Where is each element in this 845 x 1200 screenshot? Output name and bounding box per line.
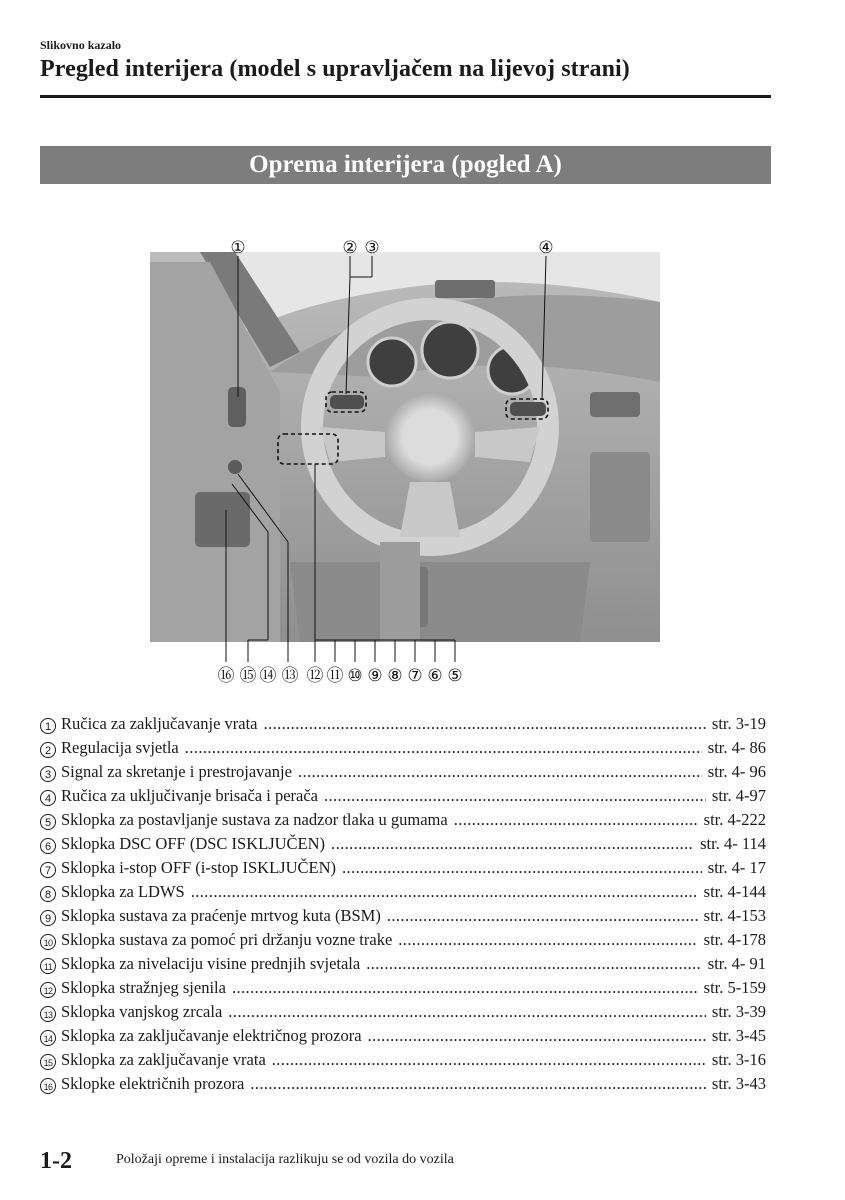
callout-6: ⑥: [427, 666, 443, 685]
list-item: [40, 930, 766, 954]
section-label: Slikovno kazalo: [40, 38, 122, 52]
item-number: 13: [40, 1006, 56, 1022]
footwell: [290, 562, 590, 642]
banner-title: Oprema interijera (pogled A): [249, 151, 562, 178]
mirror-switch: [228, 460, 242, 474]
item-number: 12: [40, 982, 56, 998]
list-item: [40, 714, 766, 738]
list-item: [40, 1002, 766, 1026]
section-banner: [40, 146, 771, 184]
page-reference: str. 4-178: [703, 930, 766, 949]
item-number: 16: [40, 1078, 56, 1094]
list-item: [40, 954, 766, 978]
door-handle: [228, 387, 246, 427]
item-label: Ručica za zaključavanje vrata: [61, 714, 258, 733]
page-reference: str. 4- 96: [707, 762, 766, 781]
leader-dots: [228, 1002, 706, 1022]
page-reference: str. 4-222: [703, 810, 766, 829]
leader-dots: [324, 786, 706, 806]
item-label: Sklopka sustava za praćenje mrtvog kuta (BSM): [61, 906, 381, 925]
item-number: 2: [40, 742, 56, 758]
turn-signal-stalk: [330, 395, 364, 409]
gauge-left: [368, 338, 416, 386]
item-label: Sklopka za nivelaciju visine prednjih svjetala: [61, 954, 361, 973]
wiper-stalk: [510, 402, 546, 416]
item-label: Signal za skretanje i prestrojavanje: [61, 762, 292, 781]
callout-12: ⑫: [306, 666, 324, 685]
page-reference: str. 4- 86: [707, 738, 766, 757]
item-label: Sklopka za postavljanje sustava za nadzor tlaka u gumama: [61, 810, 448, 829]
leader-dots: [264, 714, 706, 734]
leader-dots: [398, 930, 697, 950]
air-vent: [590, 392, 640, 417]
page-reference: str. 4- 114: [700, 834, 766, 853]
item-label: Ručica za uključivanje brisača i perača: [61, 786, 318, 805]
page-reference: str. 3-16: [711, 1050, 766, 1069]
list-item: [40, 834, 766, 858]
item-number: 14: [40, 1030, 56, 1046]
item-number: 4: [40, 790, 56, 806]
display-hood: [435, 280, 495, 298]
callout-2: ②: [342, 238, 358, 257]
leader-dots: [232, 978, 698, 998]
leader-dots: [272, 1050, 706, 1070]
list-item: [40, 1050, 766, 1074]
leader-dots: [250, 1074, 706, 1094]
item-number: 3: [40, 766, 56, 782]
list-item: [40, 762, 766, 786]
leader-dots: [366, 954, 702, 974]
list-item: [40, 906, 766, 930]
page-reference: str. 3-43: [711, 1074, 766, 1093]
item-label: Sklopka vanjskog zrcala: [61, 1002, 223, 1021]
list-item: [40, 786, 766, 810]
callout-15: ⑮: [239, 666, 257, 685]
list-item: [40, 1074, 766, 1098]
callout-14: ⑭: [259, 666, 277, 685]
callout-10: ⑩: [347, 666, 363, 685]
page-reference: str. 4-144: [703, 882, 766, 901]
callout-9: ⑨: [367, 666, 383, 685]
item-label: Sklopka za zaključavanje vrata: [61, 1050, 266, 1069]
item-number: 11: [40, 958, 56, 974]
leader-dots: [342, 858, 702, 878]
leader-dots: [454, 810, 698, 830]
center-stack: [590, 452, 650, 542]
window-switch-panel: [195, 492, 250, 547]
callout-7: ⑦: [407, 666, 423, 685]
page-reference: str. 3-39: [711, 1002, 766, 1021]
list-item: [40, 738, 766, 762]
steering-wheel-hub: [385, 392, 475, 482]
item-number: 7: [40, 862, 56, 878]
item-label: Regulacija svjetla: [61, 738, 179, 757]
gauge-center: [422, 322, 478, 378]
leader-dots: [368, 1026, 706, 1046]
page-reference: str. 4- 17: [707, 858, 766, 877]
page-title: Pregled interijera (model s upravljačem na lijevoj strani): [40, 56, 630, 82]
list-item: [40, 978, 766, 1002]
callout-5: ⑤: [447, 666, 463, 685]
page-reference: str. 3-45: [711, 1026, 766, 1045]
interior-illustration: [150, 232, 660, 692]
floor-mat: [380, 542, 420, 642]
item-number: 10: [40, 934, 56, 950]
page-reference: str. 3-19: [711, 714, 766, 733]
list-item: [40, 858, 766, 882]
callout-3: ③: [364, 238, 380, 257]
item-number: 15: [40, 1054, 56, 1070]
list-item: [40, 882, 766, 906]
item-number: 6: [40, 838, 56, 854]
title-rule: [40, 95, 771, 98]
leader-dots: [298, 762, 702, 782]
item-label: Sklopka DSC OFF (DSC ISKLJUČEN): [61, 834, 326, 853]
item-number: 8: [40, 886, 56, 902]
list-item: [40, 810, 766, 834]
page-number: 1-2: [40, 1148, 72, 1174]
item-label: Sklopke električnih prozora: [61, 1074, 245, 1093]
callout-8: ⑧: [387, 666, 403, 685]
page-reference: str. 4-97: [711, 786, 766, 805]
list-item: [40, 1026, 766, 1050]
callout-11: ⑪: [326, 666, 344, 685]
item-label: Sklopka i-stop OFF (i-stop ISKLJUČEN): [61, 858, 337, 877]
page-reference: str. 4- 91: [707, 954, 766, 973]
page-reference: str. 5-159: [703, 978, 766, 997]
item-label: Sklopka za LDWS: [61, 882, 185, 901]
leader-dots: [331, 834, 694, 854]
callout-1: ①: [230, 238, 246, 257]
callout-16: ⑯: [217, 666, 235, 685]
item-label: Sklopka stražnjeg sjenila: [61, 978, 226, 997]
footer-note: Položaji opreme i instalacija razlikuju se od vozila do vozila: [116, 1152, 454, 1167]
item-label: Sklopka za zaključavanje električnog prozora: [61, 1026, 362, 1045]
leader-dots: [185, 738, 702, 758]
leader-dots: [191, 882, 698, 902]
page-reference: str. 4-153: [703, 906, 766, 925]
item-label: Sklopka sustava za pomoć pri držanju vozne trake: [61, 930, 393, 949]
item-number: 5: [40, 814, 56, 830]
item-number: 1: [40, 718, 56, 734]
leader-dots: [387, 906, 698, 926]
equipment-index-list: [40, 714, 766, 1098]
item-number: 9: [40, 910, 56, 926]
callout-13: ⑬: [281, 666, 299, 685]
callout-4: ④: [538, 238, 554, 257]
